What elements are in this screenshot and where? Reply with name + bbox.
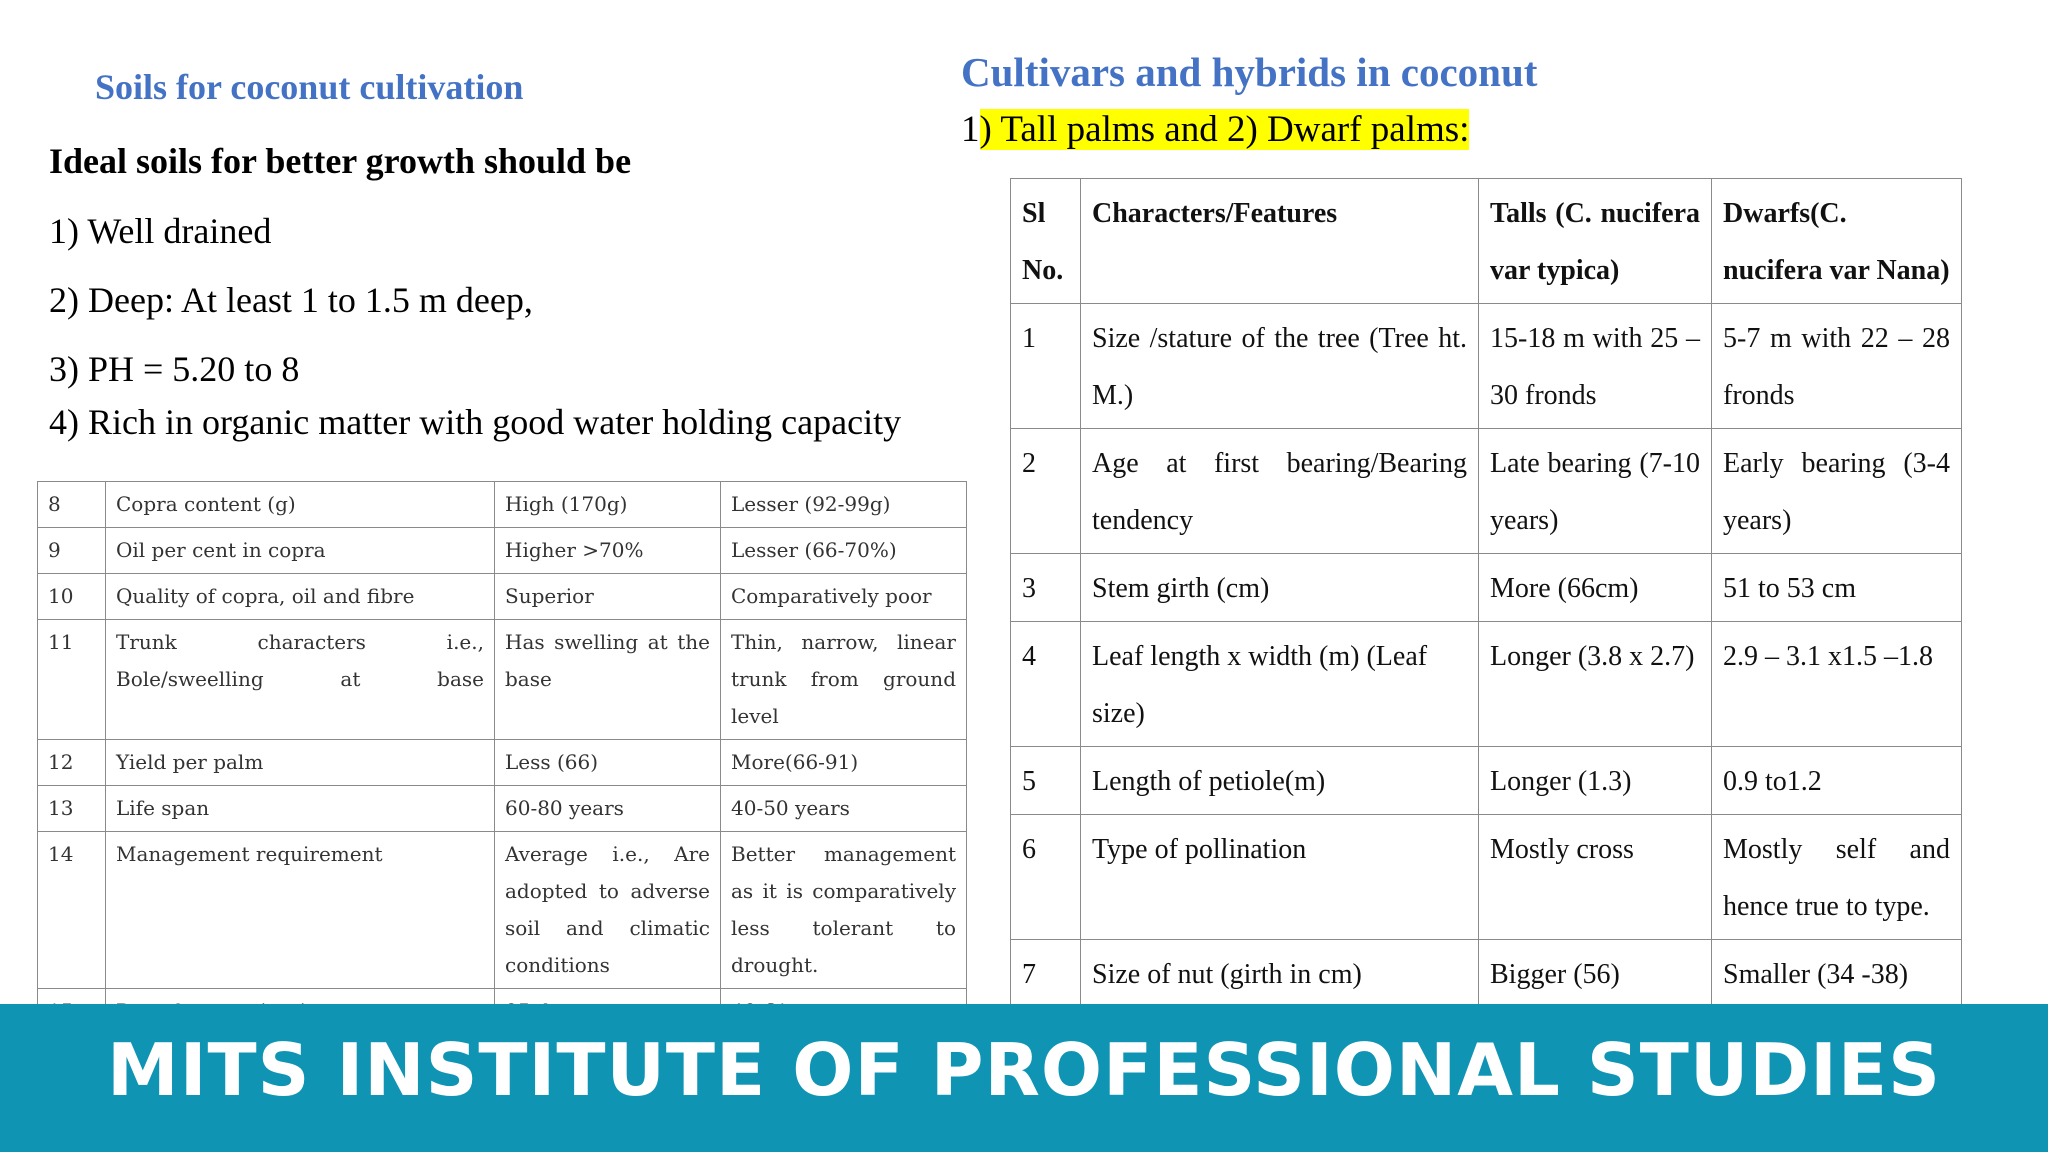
soil-item-deep: 2) Deep: At least 1 to 1.5 m deep, [49, 280, 533, 320]
table-cell: Mostly cross [1479, 815, 1712, 940]
table-cell: Bigger (56) [1479, 940, 1712, 1008]
table-cell: Leaf length x width (m) (Leaf size) [1081, 622, 1479, 747]
table-cell: 5-7 m with 22 – 28 fronds [1712, 304, 1962, 429]
table-cell: Type of pollination [1081, 815, 1479, 940]
table-header-row [1011, 179, 1962, 304]
table-cell: 40-50 years [721, 786, 967, 832]
table-row [38, 482, 967, 528]
table-cell: 4 [1011, 622, 1081, 747]
palm-types-highlight: ) Tall palms and 2) Dwarf palms: [979, 109, 1470, 150]
table-cell: Has swelling at the base [495, 620, 721, 740]
table-cell: Smaller (34 -38) [1712, 940, 1962, 1008]
table-cell: Late bearing (7-10 years) [1479, 429, 1712, 554]
table-row [1011, 554, 1962, 622]
table-header-cell: Characters/Features [1081, 179, 1479, 304]
table-row [38, 786, 967, 832]
table-cell: Longer (3.8 x 2.7) [1479, 622, 1712, 747]
table-cell: 5 [1011, 747, 1081, 815]
table-cell: 13 [38, 786, 106, 832]
table-cell: Oil per cent in copra [106, 528, 495, 574]
table-row [1011, 622, 1962, 747]
table-row [38, 832, 967, 989]
table-row [38, 620, 967, 740]
table-cell: High (170g) [495, 482, 721, 528]
table-cell: Lesser (66-70%) [721, 528, 967, 574]
ideal-soils-heading: Ideal soils for better growth should be [49, 141, 632, 181]
table-cell: 8 [38, 482, 106, 528]
table-cell: Longer (1.3) [1479, 747, 1712, 815]
palm-types-prefix: 1 [961, 109, 980, 150]
table-cell: Better management as it is comparatively less tolerant to drought. [721, 832, 967, 989]
cultivars-title: Cultivars and hybrids in coconut [961, 49, 1538, 95]
table-cell: 2 [1011, 429, 1081, 554]
table-cell: Average i.e., Are adopted to adverse soil and climatic conditions [495, 832, 721, 989]
table-cell: Management requirement [106, 832, 495, 989]
table-cell: More(66-91) [721, 740, 967, 786]
soils-title: Soils for coconut cultivation [95, 67, 524, 107]
table-cell: Trunk characters i.e., Bole/sweelling at base [106, 620, 495, 740]
table-cell: 2.9 – 3.1 x1.5 –1.8 [1712, 622, 1962, 747]
table-cell: More (66cm) [1479, 554, 1712, 622]
table-cell: Thin, narrow, linear trunk from ground level [721, 620, 967, 740]
table-cell: 0.9 to1.2 [1712, 747, 1962, 815]
table-row [38, 528, 967, 574]
palm-types-line [961, 108, 1469, 151]
table-cell: 6 [1011, 815, 1081, 940]
soil-item-organic: 4) Rich in organic matter with good water holding capacity [49, 402, 902, 442]
table-cell: 14 [38, 832, 106, 989]
table-cell: Mostly self and hence true to type. [1712, 815, 1962, 940]
table-cell: 1 [1011, 304, 1081, 429]
table-row [38, 740, 967, 786]
table-row [38, 574, 967, 620]
table-row [1011, 940, 1962, 1008]
table-cell: Size /stature of the tree (Tree ht. M.) [1081, 304, 1479, 429]
table-cell: Length of petiole(m) [1081, 747, 1479, 815]
table-cell: 15-18 m with 25 – 30 fronds [1479, 304, 1712, 429]
table-cell: Comparatively poor [721, 574, 967, 620]
soil-item-drained: 1) Well drained [49, 211, 272, 251]
table-header-cell: Sl No. [1011, 179, 1081, 304]
table-cell: 3 [1011, 554, 1081, 622]
soil-item-ph: 3) PH = 5.20 to 8 [49, 349, 300, 389]
table-cell: 12 [38, 740, 106, 786]
table-cell: Life span [106, 786, 495, 832]
talls-vs-dwarfs-table [1010, 178, 1962, 1008]
table-cell: Superior [495, 574, 721, 620]
table-cell: Stem girth (cm) [1081, 554, 1479, 622]
table-cell: Copra content (g) [106, 482, 495, 528]
table-cell: Early bearing (3-4 years) [1712, 429, 1962, 554]
table-cell: Size of nut (girth in cm) [1081, 940, 1479, 1008]
table-header-cell: Talls (C. nucifera var typica) [1479, 179, 1712, 304]
table-cell: 9 [38, 528, 106, 574]
comparison-table-continued [37, 481, 967, 1035]
footer-banner [0, 1004, 2048, 1152]
table-row [1011, 747, 1962, 815]
table-row [1011, 815, 1962, 940]
table-cell: Age at first bearing/Bearing tendency [1081, 429, 1479, 554]
table-row [1011, 304, 1962, 429]
table-cell: Yield per palm [106, 740, 495, 786]
table-cell: 11 [38, 620, 106, 740]
table-cell: 7 [1011, 940, 1081, 1008]
table-cell: 10 [38, 574, 106, 620]
institute-name: MITS INSTITUTE OF PROFESSIONAL STUDIES [107, 1028, 1941, 1112]
table-row [1011, 429, 1962, 554]
table-cell: Less (66) [495, 740, 721, 786]
table-cell: Lesser (92-99g) [721, 482, 967, 528]
table-cell: 51 to 53 cm [1712, 554, 1962, 622]
table-cell: Higher >70% [495, 528, 721, 574]
table-cell: 60-80 years [495, 786, 721, 832]
table-header-cell: Dwarfs(C. nucifera var Nana) [1712, 179, 1962, 304]
table-cell: Quality of copra, oil and fibre [106, 574, 495, 620]
